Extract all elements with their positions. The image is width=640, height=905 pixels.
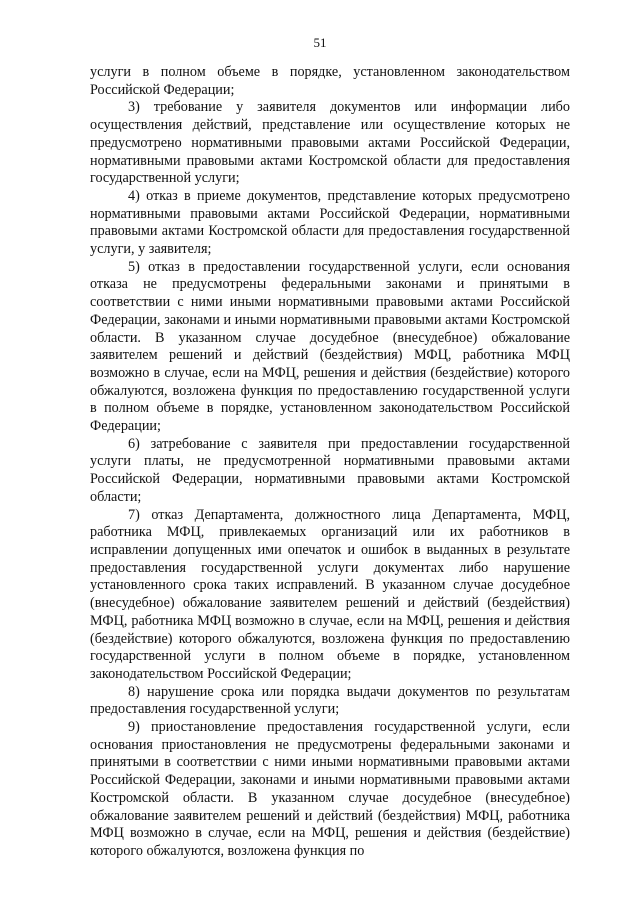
paragraph-item-3: 3) требование у заявителя документов или информации либо осуществления действий, представление или осуществление которых не предусмотрено нормативными правовыми актами Российской Федерации, нормативными правовыми актами Костромской области для предоставления государственной услуги; [90,99,570,187]
paragraph-item-6: 6) затребование с заявителя при предоставлении государственной услуги платы, не предусмотренной нормативными правовыми актами Российской Федерации, нормативными правовыми актами Костромской области; [90,435,570,505]
paragraph-item-5: 5) отказ в предоставлении государственной услуги, если основания отказа не предусмотрены федеральными законами и принятыми в соответствии с ними иными нормативными правовыми актами Российской Федерации, законами и иными нормативными правовыми актами Костромской области. В указанном случае досудебное (внесудебное) обжалование заявителем решений и действий (бездействия) МФЦ, работника МФЦ возможно в случае, если на МФЦ, решения и действия (бездействие) которого обжалуются, возложена функция по предоставлению государственной услуги в полном объеме в порядке, установленном законодательством Российской Федерации; [90,258,570,435]
paragraph-item-4: 4) отказ в приеме документов, представление которых предусмотрено нормативными правовыми актами Российской Федерации, нормативными правовыми актами Костромской области для предоставления государственной услуги, у заявителя; [90,187,570,258]
paragraph-continuation: услуги в полном объеме в порядке, установленном законодательством Российской Федерации; [90,64,570,98]
document-body [90,64,570,861]
paragraph-item-9: 9) приостановление предоставления государственной услуги, если основания приостановления не предусмотрены федеральными законами и принятыми в соответствии с ними иными нормативными правовыми актами Российской Федерации, законами и иными нормативными правовыми актами Костромской области. В указанном случае досудебное (внесудебное) обжалование заявителем решений и действий (бездействия) МФЦ, работника МФЦ возможно в случае, если на МФЦ, решения и действия (бездействие) которого обжалуются, возложена функция по [90,719,570,859]
page-number: 51 [313,35,327,50]
paragraph-item-7: 7) отказ Департамента, должностного лица Департамента, МФЦ, работника МФЦ, привлекаемых организаций или их работников в исправлении допущенных ими опечаток и ошибок в выданных в результате предоставления государственной услуги документах либо нарушение установленного срока таких исправлений. В указанном случае досудебное (внесудебное) обжалование заявителем решений и действий (бездействия) МФЦ, работника МФЦ возможно в случае, если на МФЦ, решения и действия (бездействие) которого обжалуются, возложена функция по предоставлению государственной услуги в полном объеме в порядке, установленном законодательством Российской Федерации; [90,506,570,682]
paragraph-item-8: 8) нарушение срока или порядка выдачи документов по результатам предоставления государственной услуги; [90,683,570,718]
